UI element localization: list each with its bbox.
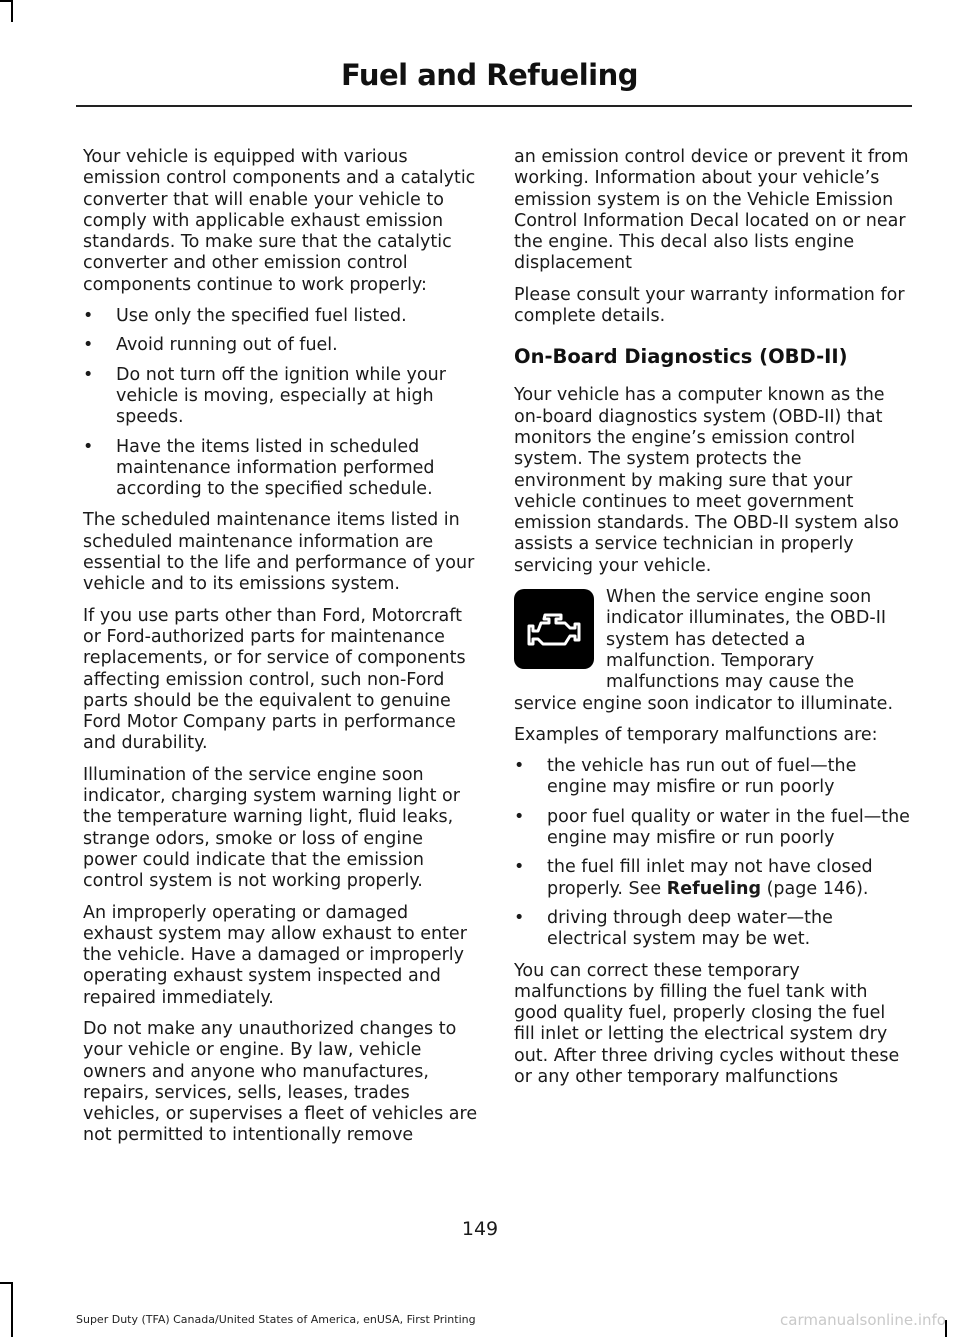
- footer-text: Super Duty (TFA) Canada/United States of America, enUSA, First Printing: [76, 1313, 476, 1326]
- paragraph: Illumination of the service engine soon indicator, charging system warning light or the temperature warning light, fluid leaks, strange odors, smoke or loss of engine power could indicate that the emission control system is not working properly.: [83, 764, 460, 892]
- engine-icon: [514, 589, 594, 669]
- list-item: [514, 857, 910, 900]
- paragraph: Please consult your warranty information for complete details.: [514, 284, 905, 327]
- left-column: [83, 147, 478, 1157]
- list-item: • Use only the specified fuel listed.: [83, 306, 478, 327]
- crop-mark: [11, 0, 13, 22]
- header-divider: [76, 105, 912, 107]
- paragraph: Your vehicle has a computer known as the on-board diagnostics system (OBD-II) that monitors the engine’s emission control system. The system protects the environment by making sure that your vehicle continues to meet government emission standards. The OBD-II system also assists a service technician in properly servicing your vehicle.: [514, 385, 899, 576]
- paragraph: Your vehicle is equipped with various emission control components and a catalytic converter that will enable your vehicle to comply with applicable exhaust emission standards. To make sure that the catalytic converter and other emission control components continue to work properly:: [83, 147, 476, 295]
- paragraph: Examples of temporary malfunctions are:: [514, 724, 878, 745]
- bullet-list: [83, 306, 478, 500]
- list-item: • Do not turn off the ignition while your vehicle is moving, especially at high speeds.: [83, 365, 478, 429]
- crop-mark: [0, 0, 11, 2]
- section-heading: On-Board Diagnostics (OBD-II): [514, 345, 848, 369]
- refueling-link[interactable]: Refueling: [666, 878, 762, 899]
- paragraph: You can correct these temporary malfunctions by filling the fuel tank with good quality fuel, properly closing the fuel fill inlet or letting the electrical system dry out. After three driving cycles without these or any other temporary malfunctions: [514, 960, 900, 1087]
- right-column: [514, 147, 910, 1098]
- paragraph: An improperly operating or damaged exhaust system may allow exhaust to enter the vehicle. Have a damaged or improperly operating exhaust system inspected and repaired immediately.: [83, 902, 467, 1008]
- crop-mark: [0, 1282, 13, 1284]
- bullet-list: [514, 756, 910, 950]
- list-item: • driving through deep water—the electrical system may be wet.: [514, 908, 910, 951]
- crop-mark: [11, 1282, 13, 1337]
- page-number: 149: [461, 1218, 499, 1240]
- paragraph: The scheduled maintenance items listed in scheduled maintenance information are essential to the life and performance of your vehicle and to its emissions system.: [83, 510, 475, 595]
- list-item-text: (page 146).: [761, 878, 869, 899]
- paragraph-text: When the service engine soon indicator illuminates, the OBD-II system has detected a malfunction. Temporary malfunctions may cause the service engine soon indicator to illuminate.: [514, 587, 894, 714]
- watermark: carmanualsonline.info: [780, 1311, 946, 1329]
- paragraph: Do not make any unauthorized changes to your vehicle or engine. By law, vehicle owners and anyone who manufactures, repairs, services, sells, leases, trades vehicles, or supervises a fleet of vehicles are not permitted to intentionally remove: [83, 1018, 478, 1146]
- page-title: Fuel and Refueling: [340, 58, 638, 92]
- list-item: • Have the items listed in scheduled maintenance information performed according to the specified schedule.: [83, 437, 478, 501]
- list-item: • Avoid running out of fuel.: [83, 335, 478, 356]
- paragraph: an emission control device or prevent it from working. Information about your vehicle’s emission system is on the Vehicle Emission Control Information Decal located on or near the engine. This decal also lists engine displacement: [514, 147, 909, 274]
- paragraph-with-icon: [514, 587, 910, 715]
- list-item: • the vehicle has run out of fuel—the engine may misfire or run poorly: [514, 756, 910, 799]
- paragraph: If you use parts other than Ford, Motorcraft or Ford-authorized parts for maintenance replacements, or for service of components affecting emission control, such non-Ford parts should be the equivalent to genuine Ford Motor Company parts in performance and durability.: [83, 605, 466, 754]
- list-item-text: the fuel fill inlet may not have closed properly. See: [547, 857, 873, 899]
- list-item: • poor fuel quality or water in the fuel—the engine may misfire or run poorly: [514, 807, 910, 850]
